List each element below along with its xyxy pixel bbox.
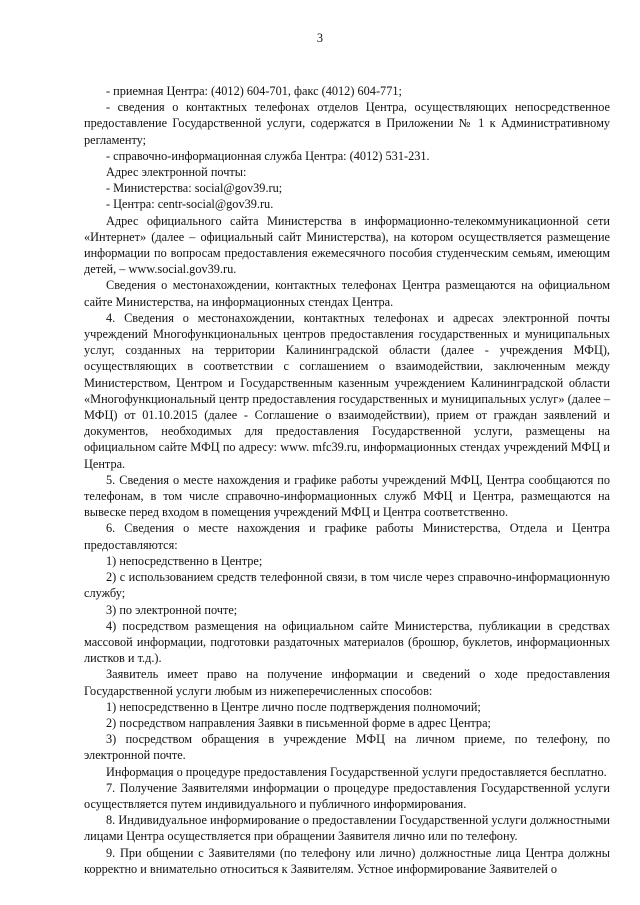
paragraph: Сведения о местонахождении, контактных телефонах Центра размещаются на официальном сайте Министерства, на информационных стендах Центра. <box>84 278 610 309</box>
list-item: 2) посредством направления Заявки в письменной форме в адрес Центра; <box>106 715 491 730</box>
list-item: 3) по электронной почте; <box>106 602 238 617</box>
list-item: 4) посредством размещения на официальном сайте Министерства, публикации в средствах массовой информации, подготовки раздаточных материалов (брошюр, буклетов, информационных листков и т.д.). <box>84 618 610 666</box>
list-item: 2) с использованием средств телефонной связи, в том числе через справочно-информационную службу; <box>84 570 610 601</box>
email-line: - Центра: centr-social@gov39.ru. <box>106 197 274 212</box>
document-body <box>84 83 610 877</box>
paragraph: - приемная Центра: (4012) 604-701, факс (4012) 604-771; <box>106 84 402 98</box>
list-item: 1) непосредственно в Центре лично после подтверждения полномочий; <box>106 699 481 714</box>
paragraph: Заявитель имеет право на получение информации и сведений о ходе предоставления Государственной услуги любым из нижеперечисленных способов: <box>84 667 610 698</box>
list-item: 3) посредством обращения в учреждение МФЦ на личном приеме, по телефону, по электронной почте. <box>84 732 610 763</box>
paragraph-item-6: 6. Сведения о месте нахождения и графике работы Министерства, Отдела и Центра предоставляются: <box>84 521 610 552</box>
paragraph-item-7: 7. Получение Заявителями информации о процедуре предоставления Государственной услуги осуществляется путем индивидуального и публичного информирования. <box>84 780 610 811</box>
list-item: 1) непосредственно в Центре; <box>106 553 263 568</box>
paragraph: Информация о процедуре предоставления Государственной услуги предоставляется бесплатно. <box>106 764 607 779</box>
paragraph: Адрес электронной почты: <box>106 165 247 180</box>
page-number: 3 <box>316 31 324 45</box>
paragraph-item-4: 4. Сведения о местонахождении, контактных телефонах и адресах электронной почты учреждений Многофункциональных центров предоставления государственных и муниципальных услуг, созданных на территории Калининградской области (далее - учреждения МФЦ), осуществляющих в соответствии с соглашением о взаимодействии, заключенным между Министерством, Центром и Государственным казенным учреждением Калининградской области «Многофункциональный центр предоставления государственных и муниципальных услуг» (далее – МФЦ) от 01.10.2015 (далее - Соглашение о взаимодействии), прием от граждан заявлений и документов, необходимых для предоставления Государственной услуги, размещены на официальном сайте МФЦ по адресу: www. mfc39.ru, информационных стендах учреждений МФЦ и Центра. <box>84 310 610 471</box>
paragraph: - справочно-информационная служба Центра: (4012) 531-231. <box>106 148 430 163</box>
paragraph-item-5: 5. Сведения о месте нахождения и графике работы учреждений МФЦ, Центра сообщаются по телефонам, в том числе справочно-информационных служб МФЦ и Центра, размещаются на вывеске перед входом в помещения учреждений МФЦ и Центра соответственно. <box>84 472 610 520</box>
paragraph-item-8: 8. Индивидуальное информирование о предоставлении Государственной услуги должностными лицами Центра осуществляется при обращении Заявителя лично или по телефону. <box>84 813 610 844</box>
paragraph-item-9: 9. При общении с Заявителями (по телефону или лично) должностные лица Центра должны корректно и внимательно относиться к Заявителям. Устное информирование Заявителей о <box>84 845 610 876</box>
paragraph: Адрес официального сайта Министерства в информационно-телекоммуникационной сети «Интернет» (далее – официальный сайт Министерства), на котором осуществляется размещение информации по вопросам предоставления ежемесячного пособия студенческим семьям, имеющим детей, – www.social.gov39.ru. <box>84 213 610 277</box>
email-line: - Министерства: social@gov39.ru; <box>106 181 283 196</box>
paragraph: - сведения о контактных телефонах отделов Центра, осуществляющих непосредственное предоставление Государственной услуги, содержатся в Приложении № 1 к Административному регламенту; <box>84 100 610 147</box>
